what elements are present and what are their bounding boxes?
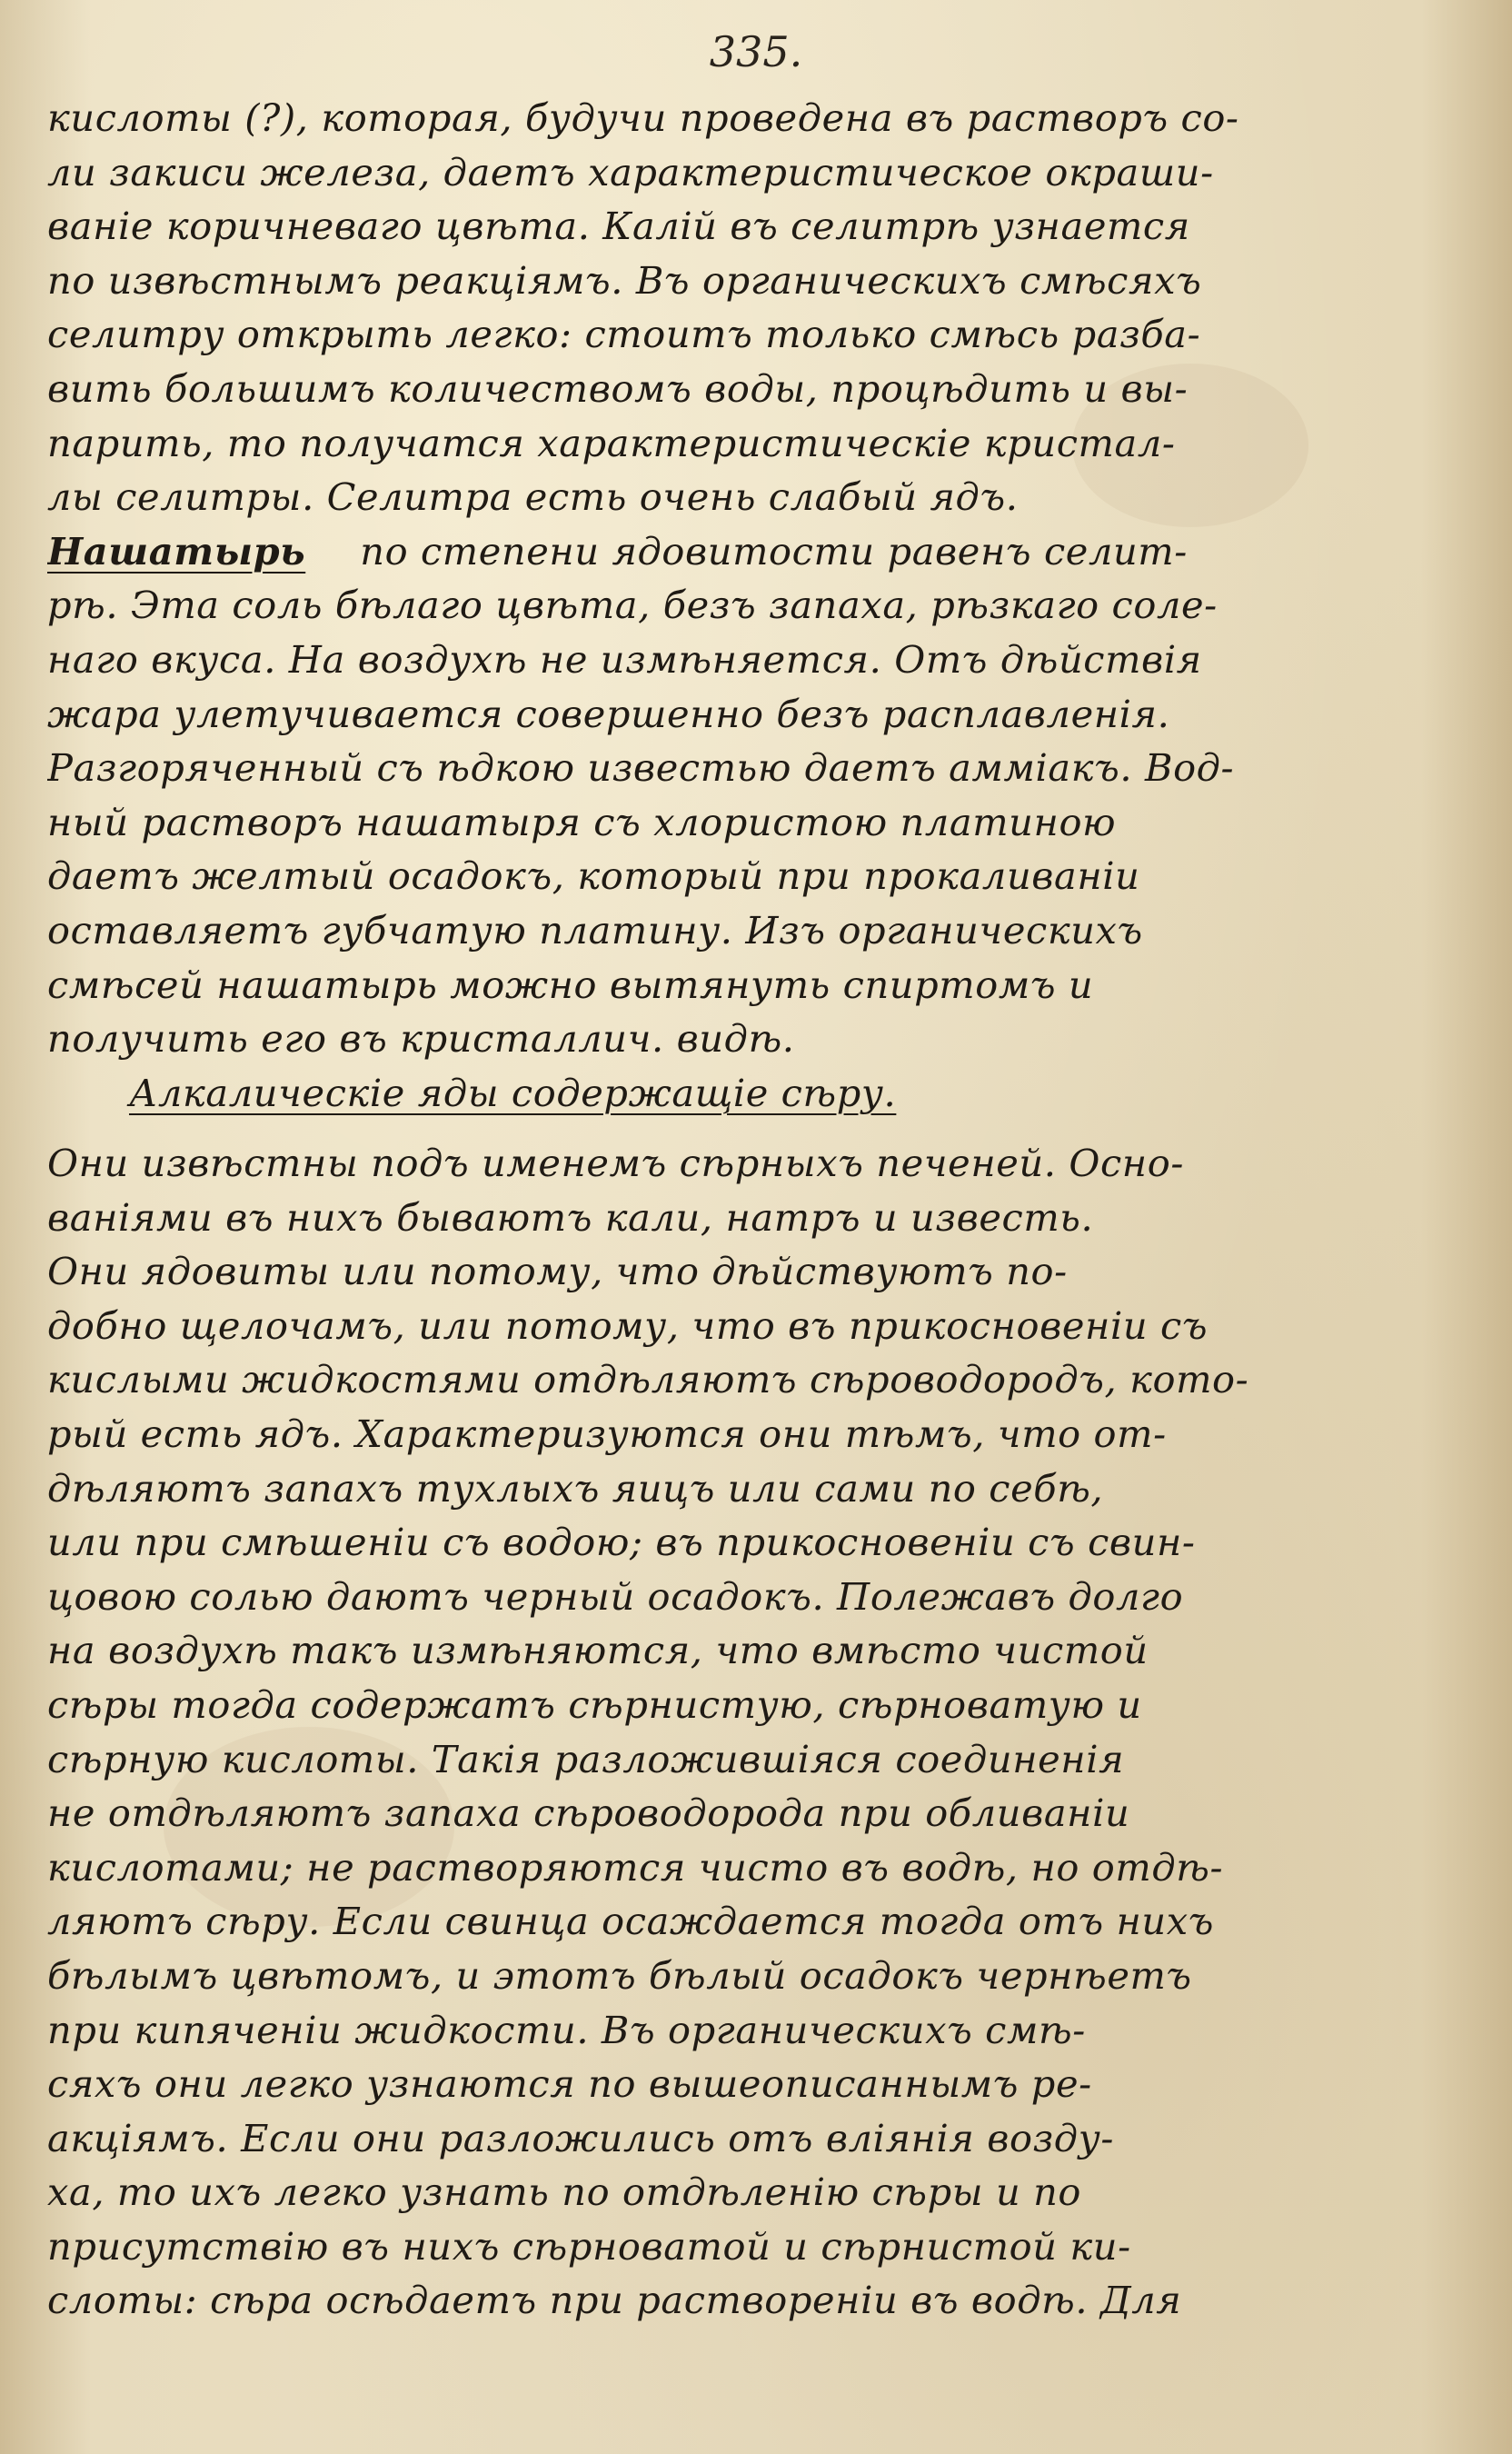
- text-line: смѣсей нашатырь можно вытянуть спиртомъ и: [47, 962, 1094, 1007]
- text-line: добно щелочамъ, или потому, что въ прикосновенiи съ: [47, 1302, 1209, 1348]
- text-line: по извѣстнымъ реакцiямъ. Въ органическихъ смѣсяхъ: [47, 257, 1202, 303]
- text-line: рѣ. Эта соль бѣлаго цвѣта, безъ запаха, рѣзкаго соле-: [47, 583, 1218, 628]
- text-line: сѣрную кислоты. Такiя разложившiяся соединенiя: [47, 1736, 1125, 1781]
- text-line: кислоты (?), которая, будучи проведена въ растворъ со-: [47, 95, 1239, 140]
- text-line: Они ядовиты или потому, что дѣйствуютъ по-: [47, 1249, 1068, 1294]
- text-line: не отдѣляютъ запаха сѣроводорода при обливанiи: [47, 1791, 1130, 1836]
- text-line: присутствiю въ нихъ сѣрноватой и сѣрнистой ки-: [47, 2223, 1131, 2269]
- text-line: получить его въ кристаллич. видѣ.: [47, 1016, 795, 1062]
- text-line: ный растворъ нашатыря съ хлористою платиною: [47, 799, 1117, 844]
- text-line: селитру открыть легко: стоитъ только смѣсь разба-: [47, 312, 1201, 357]
- text-line: ли закиси железа, даетъ характеристическое окраши-: [47, 149, 1214, 195]
- text-line: или при смѣшенiи съ водою; въ прикосновенiи съ свин-: [47, 1520, 1196, 1565]
- text-line: сѣры тогда содержатъ сѣрнистую, сѣрноватую и: [47, 1681, 1142, 1727]
- text-line: дѣляютъ запахъ тухлыхъ яицъ или сами по себѣ,: [47, 1465, 1104, 1511]
- text-line: ляютъ сѣру. Если свинца осаждается тогда отъ нихъ: [47, 1899, 1215, 1944]
- text-line: сяхъ они легко узнаются по вышеописаннымъ ре-: [47, 2061, 1092, 2107]
- text-line: ванiе коричневаго цвѣта. Калiй въ селитрѣ узнается: [47, 204, 1190, 249]
- text-line: рый есть ядъ. Характеризуются они тѣмъ, что от-: [47, 1411, 1167, 1456]
- text-line: вить большимъ количествомъ воды, процѣдить и вы-: [47, 365, 1189, 411]
- text-line: ванiями въ нихъ бываютъ кали, натръ и известь.: [47, 1194, 1094, 1240]
- text-line: кислыми жидкостями отдѣляютъ сѣроводородъ, кото-: [47, 1357, 1249, 1402]
- text-line: на воздухѣ такъ измѣняются, что вмѣсто чистой: [47, 1628, 1149, 1673]
- text-line: оставляетъ губчатую платину. Изъ органическихъ: [47, 907, 1143, 953]
- text-line: кислотами; не растворяются чисто въ водѣ, но отдѣ-: [47, 1844, 1224, 1890]
- text-line: бѣлымъ цвѣтомъ, и этотъ бѣлый осадокъ чернѣетъ: [47, 1952, 1192, 1998]
- text-line: ха, то ихъ легко узнать по отдѣленiю сѣры и по: [47, 2170, 1082, 2215]
- text-line: парить, то получатся характеристическiе кристал-: [47, 420, 1176, 465]
- text-line: [47, 524, 1447, 579]
- text-line: акцiямъ. Если они разложились отъ влiянiя возду-: [47, 2115, 1115, 2160]
- text-line: лы селитры. Селитра есть очень слабый ядъ.: [47, 474, 1019, 520]
- inline-heading-ammonia: Нашатырь: [47, 528, 306, 574]
- text-fragment: по степени ядовитости равенъ селит-: [360, 528, 1188, 574]
- text-block-sulfur-poisons: [47, 1136, 1447, 2328]
- text-line: жара улетучивается совершенно безъ расплавленiя.: [47, 691, 1170, 736]
- text-line: Они извѣстны подъ именемъ сѣрныхъ печеней. Осно-: [47, 1141, 1184, 1185]
- text-block-saltpeter-ammonia: [47, 91, 1447, 1120]
- text-line: цовою солью даютъ черный осадокъ. Полежавъ долго: [47, 1573, 1184, 1619]
- text-line: даетъ желтый осадокъ, который при прокаливанiи: [47, 853, 1140, 899]
- section-heading-alkaline-poisons: Алкалическiе яды содержащiе сѣру.: [129, 1070, 897, 1115]
- text-line: слоты: сѣра осѣдаетъ при растворенiи въ водѣ. Для: [47, 2278, 1182, 2323]
- section-heading-line: [47, 1066, 1447, 1121]
- text-line: Разгоряченный съ ѣдкою известью даетъ аммiакъ. Вод-: [47, 745, 1235, 791]
- page-number: 335.: [709, 27, 803, 76]
- text-line: наго вкуса. На воздухѣ не измѣняется. Отъ дѣйствiя: [47, 636, 1202, 682]
- text-line: при кипяченiи жидкости. Въ органическихъ смѣ-: [47, 2007, 1086, 2052]
